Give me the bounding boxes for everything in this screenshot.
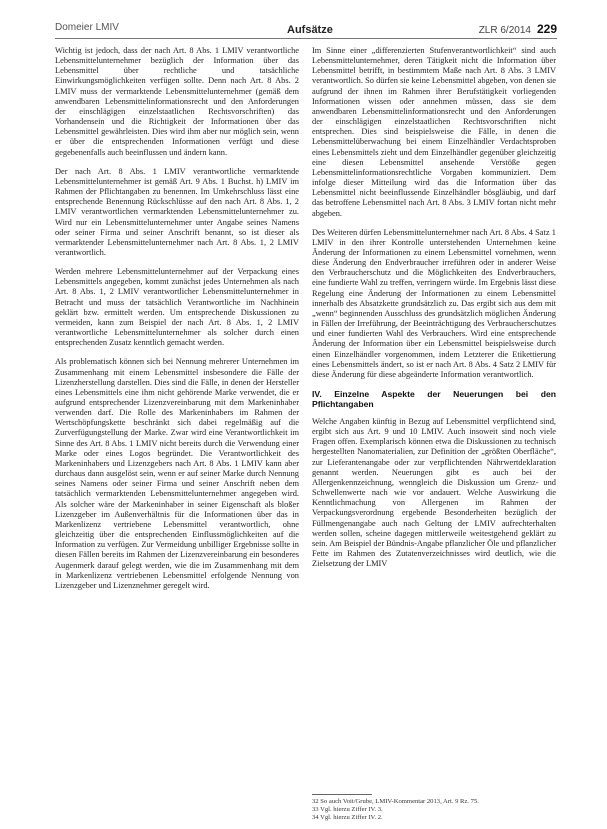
footnote: 33 Vgl. hierzu Ziffer IV. 3.	[312, 806, 383, 813]
header-section-title: Aufsätze	[287, 24, 333, 36]
header-divider	[55, 38, 557, 39]
footnotes	[312, 798, 556, 822]
paragraph: Als problematisch können sich bei Nennung mehrerer Unternehmen im Zusammenhang mit einem Lebensmittel insbesondere die Fälle der Lizenzherstellung darstellen. Dies sind die Fälle, in denen der Hersteller eines Lebensmittels eine ihm nicht gehörende Marke verwendet, die er aufgrund entsprechender Lizenzvereinbarung mit dem Markeninhaber verwenden darf. Die Rolle des Markeninhabers im Rahmen der Wertschöpfungskette beschränkt sich dabei regelmäßig auf die Zurverfügungstellung der Marke. Zwar wird eine Verantwortlichkeit im Sinne des Art. 8 Abs. 1 LMIV nicht bereits durch die Verwendung einer Marke oder eines Logos begründet. Die Verantwortlichkeit des Markeninhabers und Lizenzgebers nach Art. 8 Abs. 1 LMIV kann aber durchaus dann ausgelöst sein, wenn er auf seiner Marke durch Nennung seines Namens oder seiner Firma und seiner Anschrift neben dem tatsächlich vermarktenden Lebensmittelunternehmer angegeben wird. Als solcher wäre der Markeninhaber in seiner Eigenschaft als bloßer Lizenzgeber im Außenverhältnis für die Informationen über das in Markenlizenz vertriebene Lebensmittel verantwortlich, ohne gleichzeitig über die entsprechenden Einflussmöglichkeiten auf die Information zu verfügen. Zur Vermeidung unbilliger Ergebnisse sollte in diesen Fällen bereits im Rahmen der Lizenzvereinbarung ein besonderes Augenmerk darauf gelegt werden, wie die im Zusammenhang mit dem in Markenlizenz vertriebenen Lebensmittel erfolgende Nennung von Lizenzgeber und Lizenznehmer geregelt wird.	[55, 357, 299, 590]
paragraph: Der nach Art. 8 Abs. 1 LMIV verantwortliche vermarktende Lebensmittelunternehmer ist gemäß Art. 9 Abs. 1 Buchst. h) LMIV im Rahmen der Pflichtangaben zu benennen. Im Umkehrschluss lässt eine entsprechende Benennung Rückschlüsse auf den nach Art. 8 Abs. 1, 2 LMIV verantwortlichen vermarktenden Lebensmittelunternehmer zu. Wird nur ein Lebensmittelunternehmer unter Angabe seines Namens oder seiner Firma und seiner Anschrift benannt, so ist dieser als vermarktender Lebensmittelunternehmer nach Art. 8 Abs. 1, 2 LMIV verantwortlich.	[55, 166, 299, 257]
footnote: 34 Vgl. hierzu Ziffer IV. 2.	[312, 814, 383, 821]
paragraph: Werden mehrere Lebensmittelunternehmer auf der Verpackung eines Lebensmittels angegeben, kommt zunächst jedes Unternehmen als nach Art. 8 Abs. 1, 2 LMIV verantwortlicher Lebensmittelunternehmer in Betracht und muss der tatsächlich Verantwortliche im Nachhinein geklärt bzw. ermittelt werden. Um entsprechende Diskussionen zu vermeiden, kann zum Beispiel der nach Art. 8 Abs. 1, 2 LMIV verantwortliche Lebensmittelunternehmer als solcher durch einen entsprechenden Zusatz kenntlich gemacht werden.	[55, 267, 299, 348]
paragraph: Wichtig ist jedoch, dass der nach Art. 8 Abs. 1 LMIV verantwortliche Lebensmittelunternehmer bezüglich der Information über das Lebensmittel über rechtliche und tatsächliche Einwirkungsmöglichkeiten verfügen sollte. Denn nach Art. 8 Abs. 2 LMIV muss der vermarktende Lebensmittelunternehmer (gemäß dem anwendbaren Lebensmittelinformationsrecht und den Anforderungen der einschlägigen einzelstaatlichen Rechtsvorschriften) das Vorhandensein und die Richtigkeit der Informationen über das Lebensmittel gewährleisten. Dies wird ihm aber nur möglich sein, wenn er über die entsprechenden Informationen verfügt und diese gegebenenfalls auch beeinflussen und ändern kann.	[55, 46, 299, 157]
header-journal-info	[479, 22, 557, 36]
header-author: Domeier LMIV	[55, 22, 119, 33]
paragraph: Im Sinne einer „differenzierten Stufenverantwortlichkeit“ sind auch Lebensmittelunternehmer, deren Tätigkeit nicht die Information über Lebensmittel betrifft, in bestimmtem Maße nach Art. 8 Abs. 3 LMIV verantwortlich. So dürfen sie keine Lebensmittel abgeben, von denen sie aufgrund der ihnen im Rahmen ihrer Berufstätigkeit vorliegenden Informationen wissen oder annehmen müssen, dass sie dem anwendbaren Lebensmittelinformationsrecht und den Anforderungen der einschlägigen einzelstaatlichen Rechtsvorschriften nicht entsprechen. Dies sind beispielsweise die Fälle, in denen die Lebensmittelüberwachung bei einem Einzelhändler Verdachtsproben eines Lebensmittels zieht und dem Einzelhändler gegenüber gleichzeitig eine diesen Lebensmittel ansehende Verstöße gegen Lebensmittelinformationsrechtliche Vorgaben kommuniziert. Dem infolge dieser Mitteilung wird das die Information über das Lebensmittel nicht beeinflussende Einzelhändler bösgläubig, und darf das betroffene Lebensmittel nach Art. 8 Abs. 3 LMIV fortan nicht mehr abgeben.	[312, 46, 556, 218]
paragraph: Welche Angaben künftig in Bezug auf Lebensmittel verpflichtend sind, ergibt sich aus Art. 9 und 10 LMIV. Auch insoweit sind noch viele Fragen offen. Exemplarisch können etwa die Diskussionen zu technisch hergestellten Nanomaterialien, zur Definition der „größten Oberfläche“, zur Lieferantenangabe oder zur verpflichtenden Nährwertdeklaration genannt werden. Neuerungen gibt es auch bei der Allergenkennzeichnung, wenngleich die Diskussion um Grenz- und Schwellenwerte nach wie vor andauert. Welche Auswirkung die Kenntlichmachung von Allergenen im Rahmen der Verpackungsverordnung ergebende Besonderheiten bezüglich der Füllmengenangabe auch nach Geltung der LMIV aufrechterhalten werden sollen, scheine dagegen mittlerweile weitestgehend geklärt zu sein. Am Beispiel der Bündnis-Angabe pflanzlicher Öle und pflanzlicher Fette im Rahmen des Zutatenverzeichnisses wird deutlich, wie die Zielsetzung der LMIV	[312, 417, 556, 569]
journal-issue: ZLR 6/2014	[478, 25, 531, 36]
footnote: 32 So auch Voit/Grube, LMIV-Kommentar 2013, Art. 9 Rz. 75.	[312, 798, 479, 805]
paragraph: Des Weiteren dürfen Lebensmittelunternehmer nach Art. 8 Abs. 4 Satz 1 LMIV in den ihrer Kontrolle unterstehenden Unternehmen keine Änderung der Informationen zu einem Lebensmittel vornehmen, wenn diese Änderung den Endverbraucher irreführen oder in anderer Weise den Verbraucherschutz und die Möglichkeiten des Endverbrauchers, eine fundierte Wahl zu treffen, verringern würde. Im Ergebnis lässt diese Regelung eine Änderung der Informationen zu einem Lebensmittel innerhalb des Absatzkette grundsätzlich zu. Das ergibt sich aus dem mit „wenn“ beginnenden Ausschluss des grundsätzlich möglichen Änderung in Fällen der Irreführung, der Beeinträchtigung des Verbraucherschutzes und einer fundierten Wahl des Verbrauchers. Wird eine entsprechende Änderung der Information über ein Lebensmittel beispielsweise durch einen Einzelhändler vorgenommen, indem Letzterer die Etikettierung eines Lebensmittels ändert, so ist er nach Art. 8 Abs. 4 Satz 2 LMIV für diese Änderung für diese abgeänderte Information verantwortlich.	[312, 227, 556, 379]
left-column	[55, 46, 299, 600]
footnote-divider	[312, 794, 372, 795]
section-heading: IV. Einzelne Aspekte der Neuerungen bei den Pflichtangaben	[312, 389, 556, 409]
page-number: 229	[536, 22, 557, 36]
right-column	[312, 46, 556, 578]
